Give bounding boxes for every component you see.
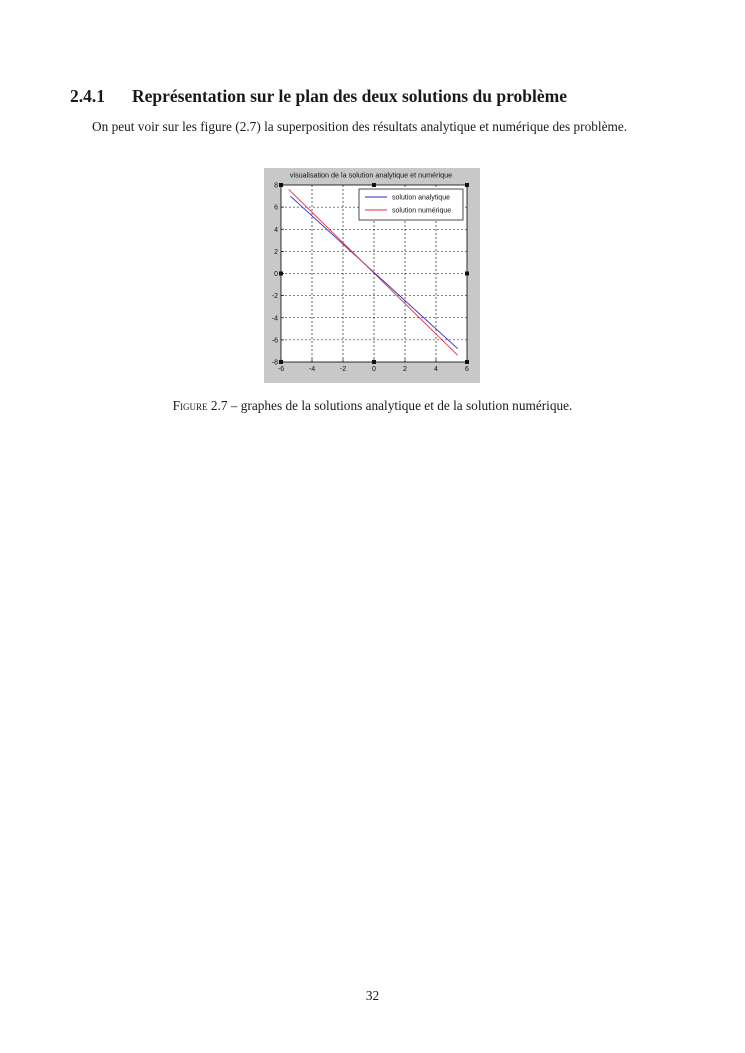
x-tick-label: 6 — [465, 366, 469, 373]
y-tick-label: -2 — [271, 293, 278, 301]
x-tick-label: 0 — [372, 366, 376, 373]
y-tick-label: 4 — [274, 226, 278, 234]
resize-handle — [465, 272, 469, 276]
x-tick-label: -2 — [339, 366, 347, 373]
resize-handle — [279, 183, 283, 187]
figure-reference-link[interactable]: (2.7) — [235, 119, 261, 134]
body-paragraph — [70, 118, 675, 136]
y-tick-label: 8 — [274, 182, 278, 190]
chart-title: visualisation de la solution analytique et numérique — [289, 170, 453, 180]
section-number: 2.4.1 — [70, 86, 105, 106]
y-tick-label: -8 — [271, 359, 278, 367]
paragraph-text-end: la superposition des résultats analytique et numérique des problème. — [260, 119, 628, 134]
figure-caption — [0, 398, 745, 414]
caption-separator: – — [227, 398, 241, 413]
y-tick-label: 2 — [274, 248, 278, 256]
x-tick-label: -6 — [277, 366, 285, 373]
legend-label: solution numérique — [392, 207, 452, 215]
figure-2-7 — [264, 168, 480, 383]
section-title: Représentation sur le plan des deux solutions du problème — [132, 86, 567, 106]
x-tick-label: 2 — [403, 366, 407, 373]
resize-handle — [465, 183, 469, 187]
caption-text: graphes de la solutions analytique et de la solution numérique. — [240, 398, 573, 413]
section-heading — [70, 86, 690, 107]
resize-handle — [279, 272, 283, 276]
page-number: 32 — [365, 988, 380, 1003]
line-chart — [264, 168, 480, 383]
legend-label: solution analytique — [392, 194, 450, 202]
x-tick-label: 4 — [434, 366, 438, 373]
y-tick-label: 6 — [274, 204, 278, 212]
y-tick-label: -4 — [271, 315, 278, 323]
paragraph-text-start: On peut voir sur les figure — [92, 119, 236, 134]
resize-handle — [465, 360, 469, 364]
y-tick-label: -6 — [271, 337, 278, 345]
y-tick-label: 0 — [274, 271, 278, 278]
figure-label: Figure 2.7 — [172, 398, 228, 413]
resize-handle — [279, 360, 283, 364]
resize-handle — [372, 360, 376, 364]
resize-handle — [372, 183, 376, 187]
x-tick-label: -4 — [308, 366, 316, 373]
